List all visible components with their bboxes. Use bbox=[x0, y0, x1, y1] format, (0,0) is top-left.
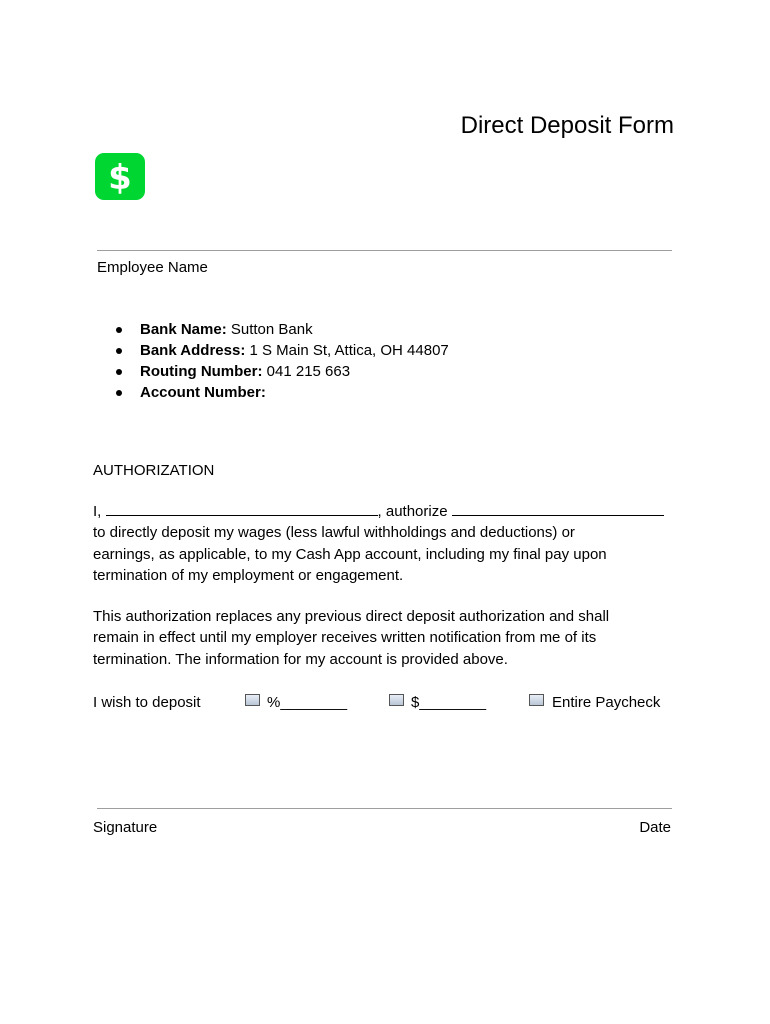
bank-address-value: 1 S Main St, Attica, OH 44807 bbox=[245, 342, 449, 359]
paragraph-line: remain in effect until my employer receives written notification from me of its bbox=[93, 629, 597, 647]
bank-details-list bbox=[115, 319, 449, 403]
bank-address-item bbox=[115, 340, 449, 361]
routing-number-label: Routing Number: bbox=[140, 363, 263, 380]
bank-name-value: Sutton Bank bbox=[226, 321, 313, 338]
percent-checkbox[interactable] bbox=[245, 694, 260, 706]
authorization-paragraph-2 bbox=[93, 606, 693, 670]
bank-name-label: Bank Name: bbox=[140, 321, 227, 338]
deposit-label: I wish to deposit bbox=[93, 694, 201, 711]
dollar-checkbox[interactable] bbox=[389, 694, 404, 706]
cash-app-logo bbox=[95, 153, 145, 200]
entire-paycheck-option: Entire Paycheck bbox=[552, 694, 661, 711]
authorize-text: , authorize bbox=[377, 503, 448, 520]
authorization-line-1 bbox=[93, 501, 693, 522]
entire-paycheck-checkbox[interactable] bbox=[529, 694, 544, 706]
account-number-label: Account Number: bbox=[140, 384, 266, 401]
authorization-prefix: I, bbox=[93, 503, 102, 520]
paragraph-line: to directly deposit my wages (less lawful withholdings and deductions) or bbox=[93, 524, 575, 542]
employer-name-blank[interactable] bbox=[452, 501, 664, 516]
employee-name-label: Employee Name bbox=[97, 259, 208, 276]
employee-name-blank[interactable] bbox=[106, 501, 378, 516]
paragraph-line: earnings, as applicable, to my Cash App account, including my final pay upon bbox=[93, 545, 607, 563]
date-label: Date bbox=[639, 819, 671, 836]
authorization-heading: AUTHORIZATION bbox=[93, 462, 215, 479]
signature-label: Signature bbox=[93, 819, 158, 836]
paragraph-line: termination of my employment or engagement. bbox=[93, 566, 404, 584]
bank-address-label: Bank Address: bbox=[140, 342, 246, 359]
dollar-icon bbox=[95, 153, 145, 200]
paragraph-line: termination. The information for my account is provided above. bbox=[93, 650, 508, 668]
percent-option: %________ bbox=[267, 694, 348, 711]
routing-number-item bbox=[115, 361, 449, 382]
logo-glyph: $ bbox=[108, 158, 132, 198]
paragraph-line: This authorization replaces any previous direct deposit authorization and shall bbox=[93, 608, 610, 625]
routing-number-value: 041 215 663 bbox=[262, 363, 351, 380]
signature-line bbox=[97, 808, 672, 809]
bank-name-item bbox=[115, 319, 449, 340]
authorization-paragraph-1 bbox=[93, 501, 693, 586]
employee-name-line bbox=[97, 250, 672, 251]
dollar-option: $________ bbox=[411, 694, 487, 711]
page-title: Direct Deposit Form bbox=[460, 112, 674, 139]
account-number-item bbox=[115, 382, 449, 403]
